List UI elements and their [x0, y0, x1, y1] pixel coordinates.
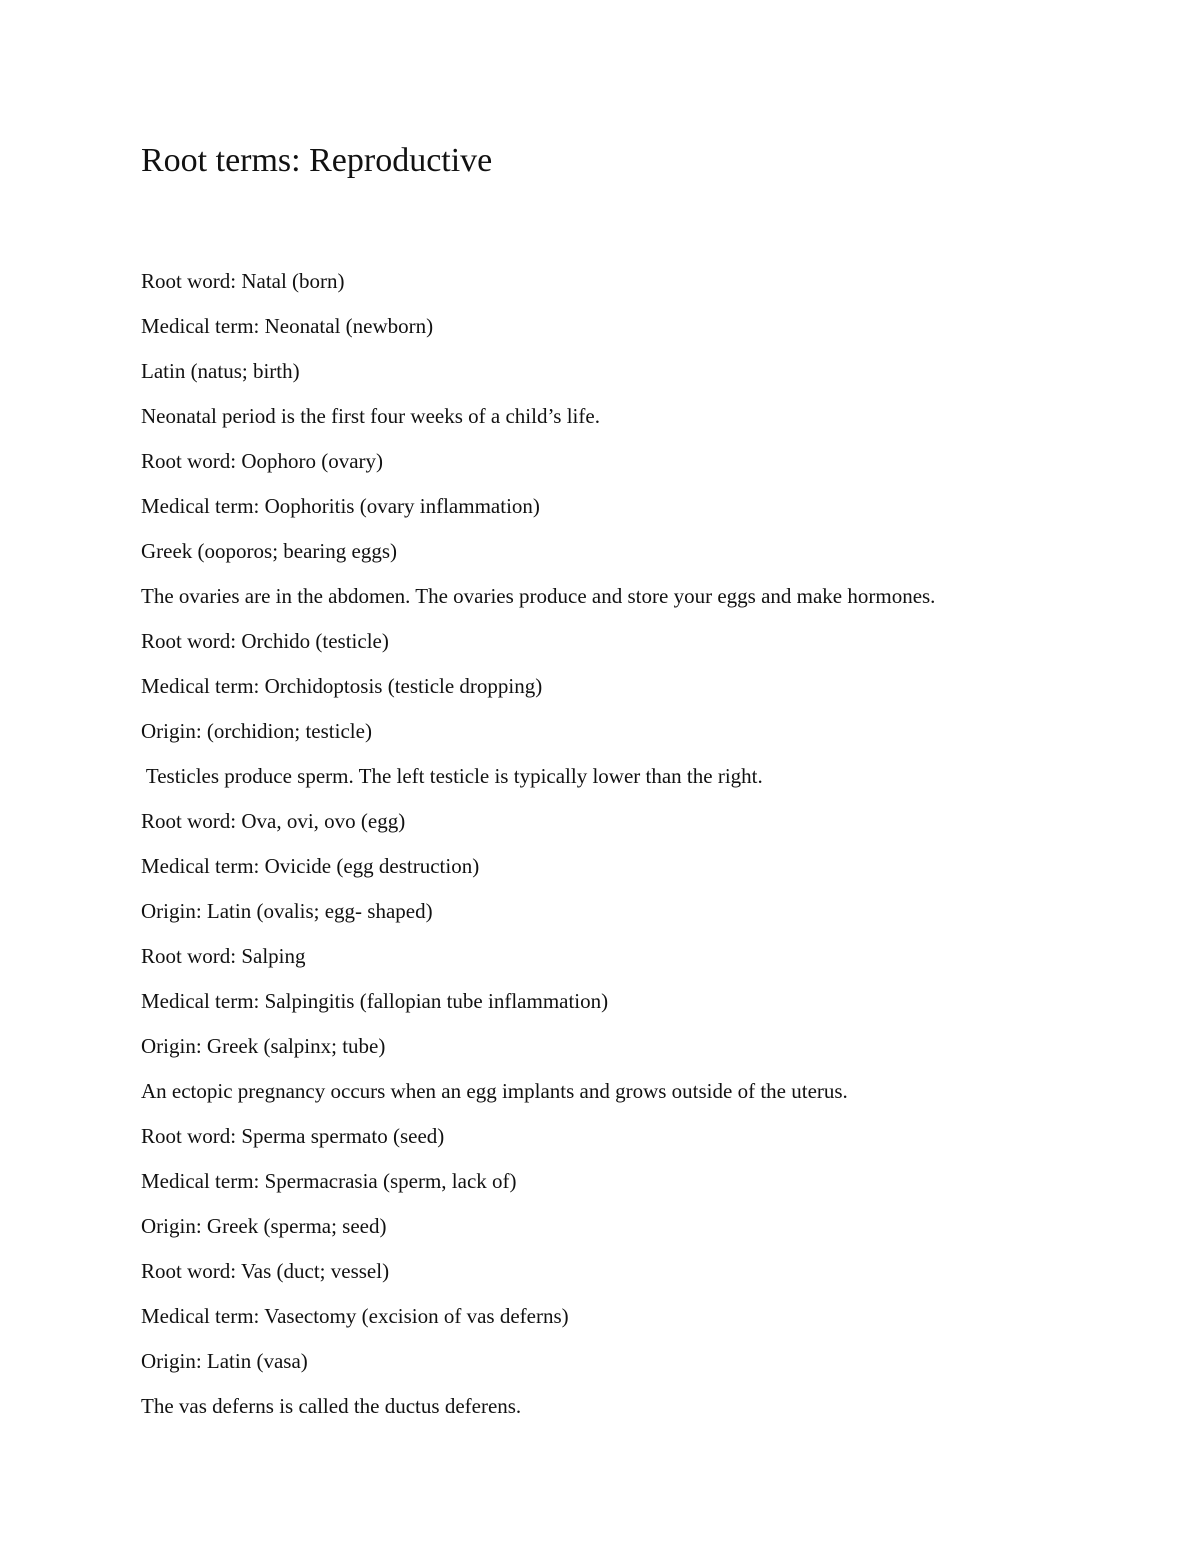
document-line: Root word: Natal (born): [141, 269, 345, 293]
document-line: Medical term: Neonatal (newborn): [141, 314, 434, 338]
document-line: Origin: Greek (sperma; seed): [141, 1214, 387, 1238]
document-line: Root word: Salping: [141, 944, 306, 968]
document-line: Root word: Sperma spermato (seed): [141, 1124, 445, 1148]
document-line: Medical term: Ovicide (egg destruction): [141, 854, 480, 878]
document-title: Root terms: Reproductive: [141, 142, 493, 179]
document-line: Root word: Vas (duct; vessel): [141, 1259, 390, 1283]
document-line: The vas deferns is called the ductus deferens.: [141, 1394, 522, 1418]
document-line: Medical term: Oophoritis (ovary inflammation): [141, 494, 540, 518]
document-body: [141, 259, 1141, 1429]
document-line: Medical term: Orchidoptosis (testicle dropping): [141, 674, 543, 698]
document-line: Testicles produce sperm. The left testicle is typically lower than the right.: [141, 764, 763, 788]
document-line: Root word: Ova, ovi, ovo (egg): [141, 809, 406, 833]
document-line: An ectopic pregnancy occurs when an egg implants and grows outside of the uterus.: [141, 1079, 848, 1103]
document-line: Neonatal period is the first four weeks of a child’s life.: [141, 404, 600, 428]
document-line: Root word: Orchido (testicle): [141, 629, 389, 653]
document-line: Medical term: Salpingitis (fallopian tube inflammation): [141, 989, 609, 1013]
document-line: Origin: Greek (salpinx; tube): [141, 1034, 386, 1058]
document-line: Latin (natus; birth): [141, 359, 300, 383]
document-line: Greek (ooporos; bearing eggs): [141, 539, 397, 563]
document-line: Medical term: Vasectomy (excision of vas deferns): [141, 1304, 569, 1328]
document-line: Root word: Oophoro (ovary): [141, 449, 384, 473]
document-line: Origin: Latin (vasa): [141, 1349, 308, 1373]
document-line: The ovaries are in the abdomen. The ovaries produce and store your eggs and make hormones.: [141, 584, 936, 608]
document-line: Medical term: Spermacrasia (sperm, lack of): [141, 1169, 517, 1193]
document-line: Origin: (orchidion; testicle): [141, 719, 372, 743]
document-line: Origin: Latin (ovalis; egg- shaped): [141, 899, 433, 923]
